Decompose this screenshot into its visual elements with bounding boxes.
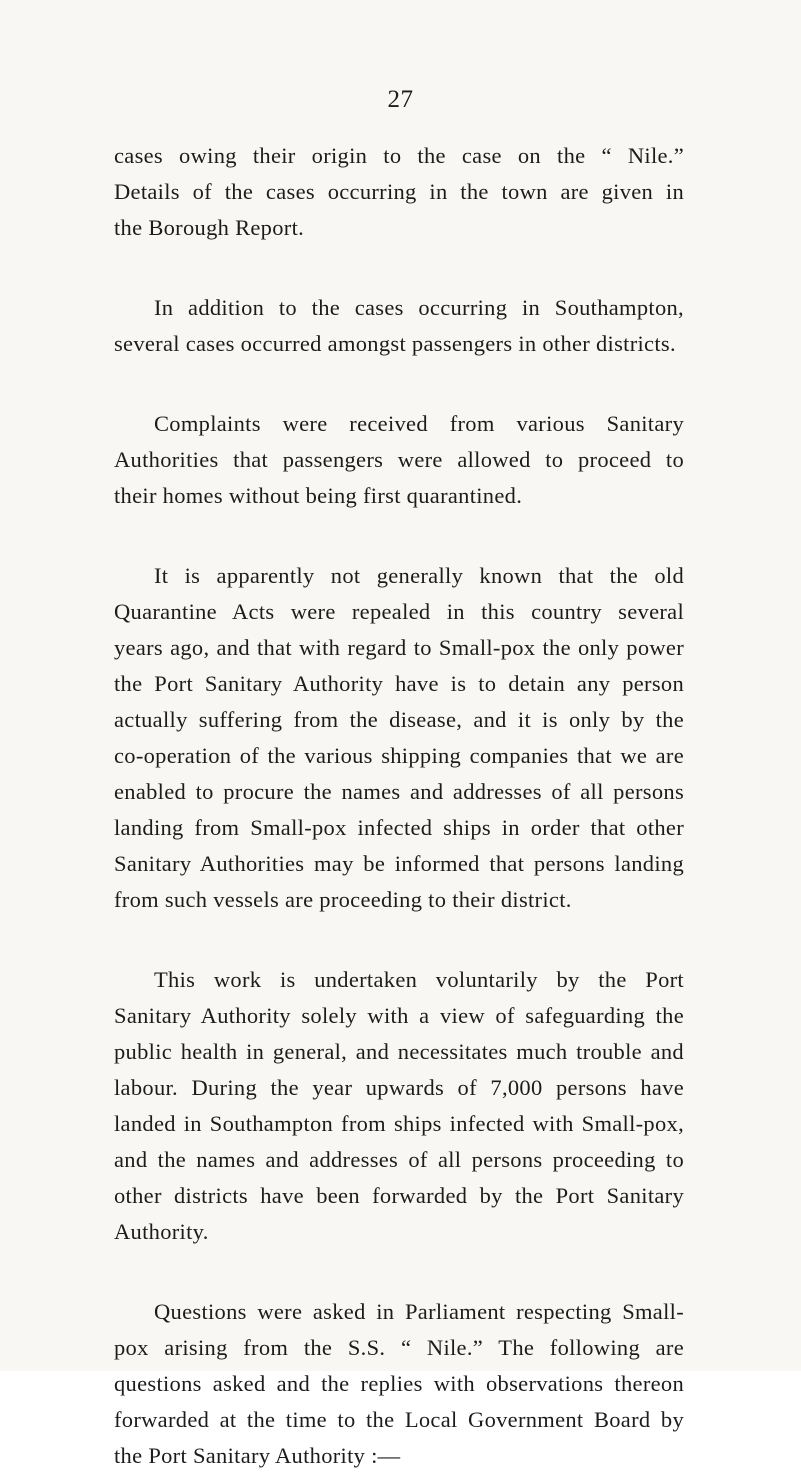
- text-line: forwarded at the time to the Local Government Board by: [114, 1407, 684, 1432]
- paragraph-3: [114, 406, 684, 514]
- text-line: from such vessels are proceeding to their district.: [114, 887, 572, 912]
- text-line: questions asked and the replies with observations thereon: [114, 1371, 684, 1396]
- text-line: landing from Small-pox infected ships in order that other: [114, 815, 684, 840]
- text-line: several cases occurred amongst passengers in other districts.: [114, 331, 676, 356]
- text-line: years ago, and that with regard to Small-pox the only power: [114, 635, 684, 660]
- paragraph-4: [114, 558, 684, 918]
- text-line: Questions were asked in Parliament respecting Small-: [154, 1299, 684, 1324]
- paragraph-5: [114, 962, 684, 1250]
- text-line: public health in general, and necessitates much trouble and: [114, 1039, 684, 1064]
- text-line: their homes without being first quarantined.: [114, 483, 523, 508]
- text-line: This work is undertaken voluntarily by the Port: [154, 967, 684, 992]
- text-line: It is apparently not generally known that the old: [154, 563, 684, 588]
- text-line: Sanitary Authorities may be informed that persons landing: [114, 851, 684, 876]
- text-line: enabled to procure the names and addresses of all persons: [114, 779, 684, 804]
- text-line: the Borough Report.: [114, 215, 305, 240]
- text-line: the Port Sanitary Authority :—: [114, 1443, 401, 1468]
- text-line: Sanitary Authority solely with a view of safeguarding the: [114, 1003, 684, 1028]
- page-number: 27: [387, 86, 414, 113]
- paragraph-2: [114, 290, 684, 362]
- text-line: Quarantine Acts were repealed in this country several: [114, 599, 684, 624]
- text-line: In addition to the cases occurring in Southampton,: [154, 295, 684, 320]
- text-line: Details of the cases occurring in the town are given in: [114, 179, 684, 204]
- text-line: Authority.: [114, 1219, 209, 1244]
- text-line: actually suffering from the disease, and it is only by the: [114, 707, 684, 732]
- text-line: Complaints were received from various Sanitary: [154, 411, 684, 436]
- text-line: pox arising from the S.S. “ Nile.” The following are: [114, 1335, 684, 1360]
- text-line: other districts have been forwarded by the Port Sanitary: [114, 1183, 684, 1208]
- text-line: the Port Sanitary Authority have is to detain any person: [114, 671, 684, 696]
- body-text: [114, 138, 684, 1474]
- text-line: and the names and addresses of all persons proceeding to: [114, 1147, 684, 1172]
- text-line: co-operation of the various shipping companies that we are: [114, 743, 684, 768]
- text-line: Authorities that passengers were allowed to proceed to: [114, 447, 684, 472]
- paragraph-6: [114, 1294, 684, 1474]
- text-line: labour. During the year upwards of 7,000 persons have: [114, 1075, 684, 1100]
- text-line: landed in Southampton from ships infected with Small-pox,: [114, 1111, 684, 1136]
- text-line: cases owing their origin to the case on the “ Nile.”: [114, 143, 684, 168]
- paragraph-1: [114, 138, 684, 246]
